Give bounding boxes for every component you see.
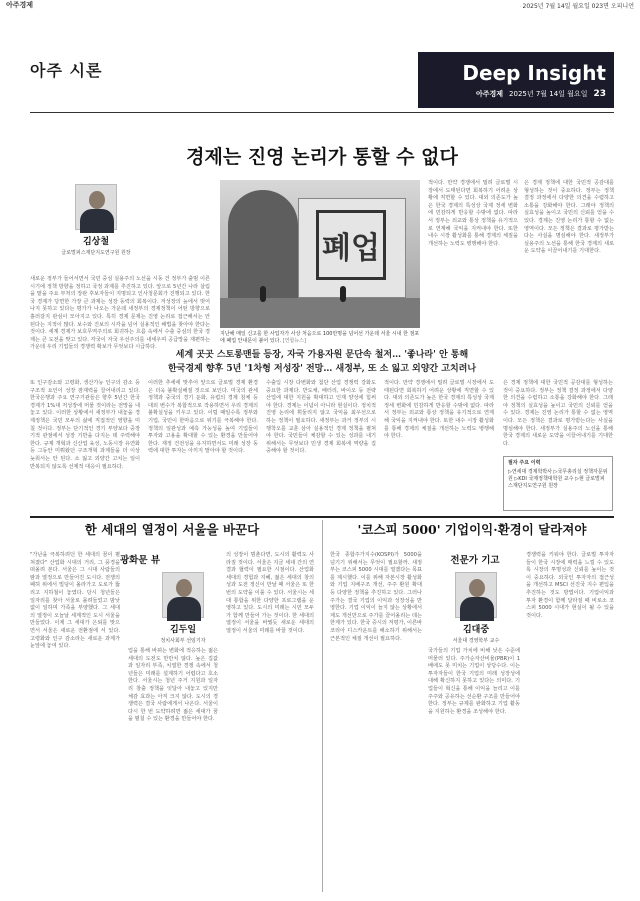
page-header (30, 52, 614, 108)
left-col-2 (128, 648, 218, 890)
left-col-3 (226, 552, 314, 890)
right-article-title: '코스피 5000' 기업이익·환경이 달라져야 (357, 522, 587, 537)
main-col-1-text: 새로운 정부가 들어서면서 국민 중심 실용주의 노선을 시동 건 정부가 출범 이른 시기에 정책 방향을 정하고 국정 과제를 추진하고 있다. 앞으로 5년간 나라 살림을 맡을 주요 부처의 장관 후보자들이 지명되고 인사청문회가 진행되고 있다. 한국 경제가 당면한 가장 큰 과제는 성장 동력의 회복이다. 저성장의 늪에서 벗어나지 못하고 있다는 평가가 나오는 가운데 새정부의 경제정책이 어떤 방향으로 흘러갈지 관심이 모아지고 있다. 특히 경제 문제는 진영 논리로 접근해서는 안 된다는 지적이 많다. 보수와 진보의 시각을 넘어 실용적인 해법을 찾아야 한다는 것이다. 세계 경제가 보호무역주의로 회귀하는 흐름 속에서 수출 중심의 한국 경제는 큰 도전을 맞고 있다. 각국이 자국 우선주의를 내세우며 공급망을 재편하는 가운데 우리 기업들의 경쟁력 확보가 무엇보다 시급하다. (30, 276, 210, 351)
main-col-6-text: 은 경제 정책에 대한 국민적 공감대를 형성하는 것이 중요하다. 정부는 정책 결정 과정에서 다양한 의견을 수렴하고 소통을 강화해야 한다. 그래야 정책의 실효성을 높이고 국민의 신뢰를 얻을 수 있다. 경제는 진영 논리가 통할 수 없는 영역이다. 모든 정책은 결과로 평가받는다는 사실을 명심해야 한다. 새정부가 실용주의 노선을 통해 한국 경제의 새로운 도약을 이끌어내기를 기대한다. (503, 380, 613, 447)
brand-box (418, 52, 614, 108)
right-author-photo (455, 572, 497, 618)
issue-date: 2025년 7월 14일 월요일 (509, 90, 588, 98)
left-col-2-text: 업을 통해 바뀌는 변화에 적응하는 젊은 세대의 도전도 만만치 않다. 높은 집값과 일자리 부족, 치열한 경쟁 속에서 청년들은 미래를 설계하기 어렵다고 호소한다. 서울시는 청년 주거 지원과 일자리 창출 정책을 잇달아 내놓고 있지만 체감 효과는 아직 크지 않다. 도시의 경쟁력은 결국 사람에게서 나온다. 서울이 다시 한 번 도약하려면 젊은 세대가 꿈을 펼칠 수 있는 환경을 만들어야 한다. (128, 648, 218, 723)
left-article-title: 한 세대의 열정이 서울을 바꾼다 (84, 522, 260, 537)
main-col-2 (148, 380, 258, 512)
right-author-role: 서울대 경영학부 교수 (452, 638, 500, 644)
author-profile-box (503, 456, 613, 511)
left-author-role: 정치사회부 선임기자 (160, 638, 206, 644)
left-col-1 (30, 552, 120, 890)
left-author-photo (162, 572, 204, 618)
caption-credit: [연합뉴스] (282, 338, 306, 344)
left-col-3-text: 의 성장이 멈춘다면, 도시의 활력도 사라질 것이다. 서울은 지금 세대 간의 연결과 협력이 필요한 시점이다. 산업화 세대의 경험과 지혜, 젊은 세대의 창의성과 도전 정신이 만날 때 서울은 또 한 번의 도약을 이룰 수 있다. 서울시는 세대 통합을 위한 다양한 프로그램을 운영하고 있다. 도시의 미래는 시민 모두가 함께 만들어 가는 것이다. 한 세대의 열정이 서울을 바꿨듯 새로운 세대의 열정이 서울의 미래를 바꿀 것이다. (226, 552, 314, 634)
right-col-2 (428, 648, 520, 890)
main-col-4-text: 적이다. 만약 경쟁에서 밀려 글로벌 시장에서 도태된다면 회복하기 어려운 상황에 직면할 수 있다. 대외 의존도가 높은 한국 경제의 특성상 국제 정세 변화에 민감하게 반응할 수밖에 없다. 따라서 정부는 외교와 통상 정책을 유기적으로 연계해 국익을 지켜내야 한다. 또한 내수 시장 활성화를 통해 경제의 체질을 개선하는 노력도 병행해야 한다. (384, 380, 494, 440)
right-col-1-text: 한국 종합주가지수(KOSPI)가 5000을 넘기기 위해서는 무엇이 필요할까. 새정부는 코스피 5000 시대를 열겠다는 목표를 제시했다. 이를 위해 자본시장 활성화와 기업 지배구조 개선, 주주 환원 확대 등 다양한 정책을 추진하고 있다. 그러나 주가는 결국 기업의 이익과 성장성을 반영한다. 기업 이익이 늘지 않는 상황에서 제도 개선만으로 주가를 끌어올리는 데는 한계가 있다. 한국 증시의 저평가, 이른바 코리아 디스카운트를 해소하기 위해서는 근본적인 체질 개선이 필요하다. (330, 552, 422, 642)
paper-name: 아주경제 (475, 90, 504, 98)
masthead-logo: 아주경제 (6, 1, 34, 9)
main-col-5a-text: 적이다. 만약 경쟁에서 밀려 글로벌 시장에서 도태된다면 회복하기 어려운 상황에 직면할 수 있다. 대외 의존도가 높은 한국 경제의 특성상 국제 정세 변화에 민감하게 반응할 수밖에 없다. 따라서 정부는 외교와 통상 정책을 유기적으로 연계해 국익을 지켜내야 한다. 또한 내수 시장 활성화를 통해 경제의 체질을 개선하는 노력도 병행해야 한다. (428, 180, 518, 247)
deck-subtitle (30, 348, 614, 376)
closure-sign: 폐업 (316, 210, 386, 280)
header-meta (426, 89, 606, 99)
left-author-name: 김두일 (169, 625, 197, 635)
right-col-1 (330, 552, 422, 890)
main-col-5b (524, 180, 614, 345)
page-number: 23 (593, 89, 606, 99)
top-meta: 2025년 7월 14일 월요일 023면 오피니언 (522, 2, 634, 10)
right-col-3 (526, 552, 614, 890)
right-author-name: 김대중 (462, 625, 490, 635)
main-col-5b-text: 은 경제 정책에 대한 국민적 공감대를 형성하는 것이 중요하다. 정부는 정책 결정 과정에서 다양한 의견을 수렴하고 소통을 강화해야 한다. 그래야 정책의 실효성을 높이고 국민의 신뢰를 얻을 수 있다. 경제는 진영 논리가 통할 수 없는 영역이다. 모든 정책은 결과로 평가받는다는 사실을 명심해야 한다. 새정부가 실용주의 노선을 통해 한국 경제의 새로운 도약을 이끌어내기를 기대한다. (524, 180, 614, 255)
author-photo (75, 184, 117, 230)
main-col-2-text: 이러한 추세에 맞추어 앞으로 글로벌 경제 환경은 더욱 불확실해질 것으로 보인다. 미국의 관세 정책과 중국의 경기 둔화, 유럽의 경제 침체 등 대외 변수가 복합적으로 작용하면서 우리 경제의 불확실성을 키우고 있다. 이럴 때일수록 정부와 기업, 국민이 한마음으로 위기를 극복해야 한다. 정책의 일관성과 예측 가능성을 높여 기업들이 투자와 고용을 확대할 수 있는 환경을 만들어야 한다. 재정 건전성을 유지하면서도 미래 성장 동력에 대한 투자는 아끼지 말아야 할 것이다. (148, 380, 258, 455)
photo-caption (220, 331, 420, 345)
left-col-1-text: "가난을 극복하려던 한 세대의 꿈이 펼쳐졌다" 산업화 시대의 거리, 그 풍경을 떠올려 본다. 서울은 그 시대 사람들의 땀과 열정으로 만들어진 도시다. 전쟁의 폐허 위에서 빌딩이 올라가고 도로가 뚫리고 지하철이 놓였다. 당시 청년들은 일자리를 찾아 서울로 몰려들었고 밤낮없이 일하며 가족을 부양했다. 그 세대의 열정이 오늘날 세계적인 도시 서울을 만들었다. 이제 그 세대가 은퇴를 맞으면서 서울은 새로운 전환점에 서 있다. 고령화와 인구 감소라는 새로운 과제가 눈앞에 놓여 있다. (30, 552, 120, 650)
profile-title: 필자 주요 이력 (508, 460, 541, 466)
profile-body: ▷연세대 경제학박사 ▷국무총리실 정책자문위원 ▷KDI 국제정책대학원 교수 ▷현 글로벌피스재단지도연구원 원장 (508, 469, 608, 489)
caption-text: 지난해 매일 신고를 한 사업자가 사상 처음으로 100만명을 넘어선 가운데 서울 시내 한 점포에 폐업 안내문이 붙어 있다. (220, 331, 420, 344)
article-separator (322, 520, 323, 892)
main-headline: 경제는 진영 논리가 통할 수 없다 (186, 146, 458, 168)
left-author (150, 572, 216, 644)
brand-title: Deep Insight (462, 61, 606, 85)
news-photo (220, 180, 420, 328)
main-col-1b (30, 380, 140, 512)
main-col-6 (503, 380, 613, 452)
author-role: 글로벌피스재단지도연구원 원장 (61, 250, 131, 256)
right-col-3-text: 경쟁력을 키워야 한다. 글로벌 투자자들이 한국 시장에 매력을 느낄 수 있도록 시장의 투명성과 신뢰를 높이는 것이 중요하다. 외국인 투자자의 접근성을 개선하고 MSCI 선진국 지수 편입을 추진하는 것도 방법이다. 기업이익과 투자 환경이 함께 달라질 때 비로소 코스피 5000 시대가 현실이 될 수 있을 것이다. (526, 552, 614, 619)
deck-line-1: 세계 곳곳 스토롱맨들 등장, 자국 가용자원 문단속 철저… '좋나라' 안 통해 (175, 350, 469, 360)
right-column-label: 전문가 기고 (450, 555, 500, 566)
deck-line-2: 한국경제 향후 5년 '1차형 저성장' 전망… 새정부, 또 소 잃고 외양간 고치려나 (167, 364, 477, 374)
top-bar (0, 0, 640, 10)
author-name: 김상철 (82, 237, 110, 247)
section-title: 아주 시론 (30, 61, 103, 80)
section-divider (30, 516, 614, 518)
main-col-1 (30, 276, 210, 351)
left-column-label: 광화문 뷰 (119, 555, 160, 566)
main-author (56, 184, 136, 256)
main-col-4 (384, 380, 494, 512)
main-col-3 (266, 380, 376, 512)
main-col-1b-text: 또 인구감소와 고령화, 생산가능 인구의 감소 등 구조적 요인이 성장 잠재력을 끌어내리고 있다. 한국은행과 주요 연구기관들은 향후 5년간 한국 경제가 1%대 저성장에 머물 것이라는 전망을 내놓고 있다. 이러한 상황에서 새정부가 내놓을 경제정책은 국민 모두의 삶에 직접적인 영향을 미칠 것이다. 정부는 단기적인 경기 부양보다 중장기적 관점에서 성장 기반을 다지는 데 주력해야 한다. 규제 개혁과 신산업 육성, 노동시장 유연화 등 그동안 미뤄왔던 구조개혁 과제들을 더 이상 늦춰서는 안 된다. 소 잃고 외양간 고치는 일이 반복되지 않도록 선제적 대응이 필요하다. (30, 380, 140, 470)
main-col-5a (428, 180, 518, 345)
main-col-3-text: 수출입 시장 다변화와 첨단 산업 경쟁력 강화도 중요한 과제다. 반도체, 배터리, 바이오 등 전략 산업에 대한 지원을 확대하고 인재 양성에 힘써야 한다. 경제는 이념이 아니라 현실이다. 정치적 진영 논리에 휘둘리지 않고 국익을 최우선으로 하는 정책이 필요하다. 새정부는 과거 정부의 시행착오를 교훈 삼아 실용적인 경제 정책을 펼쳐야 한다. 국민들이 체감할 수 있는 성과를 내기 위해서는 무엇보다 민생 경제 회복에 역량을 집중해야 할 것이다. (266, 380, 376, 455)
right-author (438, 572, 514, 644)
right-col-2-text: 국가들의 기업 가치에 비해 낮은 수준에 머물러 있다. 주가순자산비율(PBR)이 1배에도 못 미치는 기업이 상당수다. 이는 투자자들이 한국 기업의 미래 성장성에 대해 확신하지 못하고 있다는 의미다. 기업들이 혁신을 통해 이익을 늘리고 이를 주주와 공유하는 선순환 구조를 만들어야 한다. 정부는 규제를 완화하고 기업 활동을 지원하는 환경을 조성해야 한다. (428, 648, 520, 715)
header-rule (30, 112, 614, 113)
